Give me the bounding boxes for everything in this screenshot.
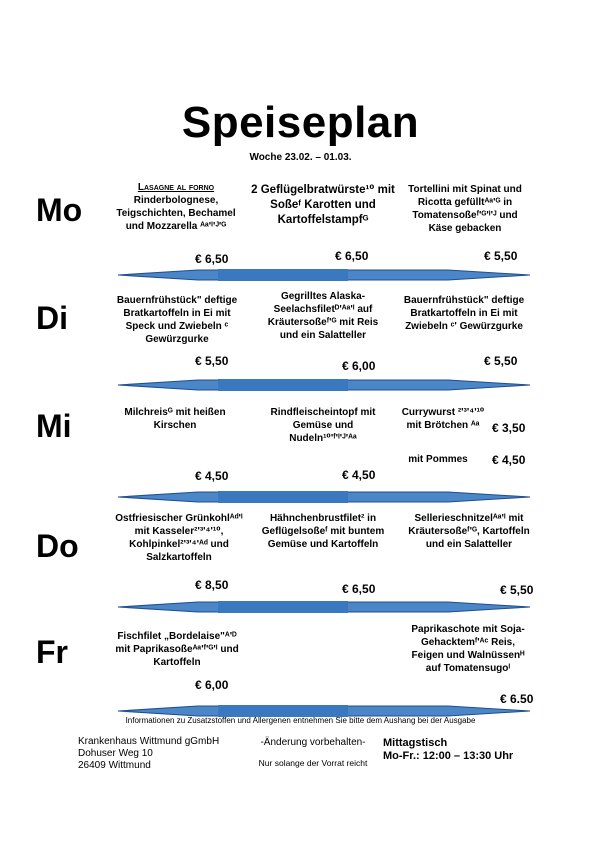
divider-mo xyxy=(118,268,530,282)
dish-fr-3: Paprikaschote mit Soja-Gehacktemᶠ'ᴬᶜ Reis, Feigen und Walnüssenᴴ auf Tomatensugoᴵ xyxy=(411,624,525,674)
dish-fr-1: Fischfilet „Bordelaise"ᴬ'ᴰ mit Paprikasoßeᴬᵃ'ᶠ'ᴳ'ᴵ und Kartoffeln xyxy=(115,631,239,668)
divider-do xyxy=(118,600,530,614)
dish-mi-2: Rindfleischeintopf mit Gemüse und Nudeln¹⁰'ᶠ'ᴵ'ᴶ'ᴬᵃ xyxy=(270,407,376,444)
dish-mo-1-text: Rinderbolognese, Teigschichten, Bechamel und Mozzarella ᴬᵃ'ᴵ'ᴶ'ᴳ xyxy=(116,195,236,232)
lunch-hours: Mo-Fr.: 12:00 – 13:30 Uhr xyxy=(383,750,514,762)
dish-do-3: Sellerieschnitzelᴬᵃ'ᴵ mit Kräutersoßeᶠ'ᴳ, Kartoffeln und ein Salatteller xyxy=(408,513,530,550)
price-do-1: € 8,50 xyxy=(195,578,229,592)
address-line-2: Dohuser Weg 10 xyxy=(78,748,153,759)
day-label-do: Do xyxy=(36,528,79,564)
divider-di xyxy=(118,378,530,392)
price-mi-2: € 4,50 xyxy=(342,468,376,482)
price-di-3: € 5,50 xyxy=(484,354,518,368)
lunch-title: Mittagstisch xyxy=(383,737,448,749)
dish-di-2: Gegrilltes Alaska-Seelachsfiletᴰ'ᴬᵃ'ᴵ auf Kräutersoßeᶠ'ᴳ mit Reis und ein Salatteller xyxy=(267,291,379,341)
stock-note: Nur solange der Vorrat reicht xyxy=(258,758,368,768)
price-do-3: € 5,50 xyxy=(500,583,534,597)
price-do-2: € 6,50 xyxy=(342,582,376,596)
dish-mo-1-head: Lasagne al forno xyxy=(137,182,215,193)
price-fr-3: € 6.50 xyxy=(500,692,534,706)
dish-di-1: Bauernfrühstück" deftige Bratkartoffeln in Ei mit Speck und Zwiebeln ᶜ Gewürzgurke xyxy=(116,295,238,345)
address-block xyxy=(78,736,219,772)
price-di-1: € 5,50 xyxy=(195,354,229,368)
day-label-di: Di xyxy=(36,300,68,336)
divider-mi xyxy=(118,490,530,504)
price-mo-3: € 5,50 xyxy=(484,249,518,263)
price-mi-1: € 4,50 xyxy=(195,469,229,483)
dish-mi-4: mit Pommes xyxy=(408,454,468,465)
day-label-mi: Mi xyxy=(36,408,72,444)
dish-mo-3: Tortellini mit Spinat und Ricotta gefülltᴬᵃ'ᴳ in Tomatensoßeᶠ'ᴳ'ᴵ'ᴶ und Käse gebacken xyxy=(408,184,522,234)
dish-do-1: Ostfriesischer Grünkohlᴬᵈ'ᴵ mit Kasseler²'³'⁴'¹⁰, Kohlpinkel²'³'⁴'ᴬᵈ und Salzkartoffeln xyxy=(115,513,243,563)
dish-di-3: Bauernfrühstück" deftige Bratkartoffeln in Ei mit Zwiebeln ᶜ' Gewürzgurke xyxy=(403,295,525,332)
address-line-3: 26409 Wittmund xyxy=(78,760,151,771)
page-title: Speiseplan xyxy=(181,98,420,147)
week-range: Woche 23.02. – 01.03. xyxy=(249,152,352,163)
address-line-1: Krankenhaus Wittmund gGmbH xyxy=(78,736,220,747)
price-fr-1: € 6,00 xyxy=(195,678,229,692)
change-note: -Änderung vorbehalten- xyxy=(260,737,366,748)
price-mi-4: € 4,50 xyxy=(492,453,526,467)
dish-mo-2: 2 Geflügelbratwürste¹⁰ mit Soßeᶠ Karotten und Kartoffelstampfᴳ xyxy=(251,184,395,226)
price-mo-1: € 6,50 xyxy=(195,252,229,266)
dish-do-2: Hähnchenbrustfilet² in Geflügelsoßeᶠ mit buntem Gemüse und Kartoffeln xyxy=(261,513,385,550)
dish-mi-1: Milchreisᴳ mit heißen Kirschen xyxy=(124,407,226,431)
dish-mo-1 xyxy=(112,181,240,233)
price-di-2: € 6,00 xyxy=(342,359,376,373)
day-label-fr: Fr xyxy=(36,634,68,670)
price-mi-3: € 3,50 xyxy=(492,421,526,435)
dish-mi-3: Currywurst ²'³'⁴'¹⁰ mit Brötchen ᴬᵃ xyxy=(401,407,485,431)
allergen-note: Informationen zu Zusatzstoffen und Allergenen entnehmen Sie bitte dem Aushang bei der Ausgabe xyxy=(125,716,476,725)
price-mo-2: € 6,50 xyxy=(335,249,369,263)
day-label-mo: Mo xyxy=(36,192,83,228)
